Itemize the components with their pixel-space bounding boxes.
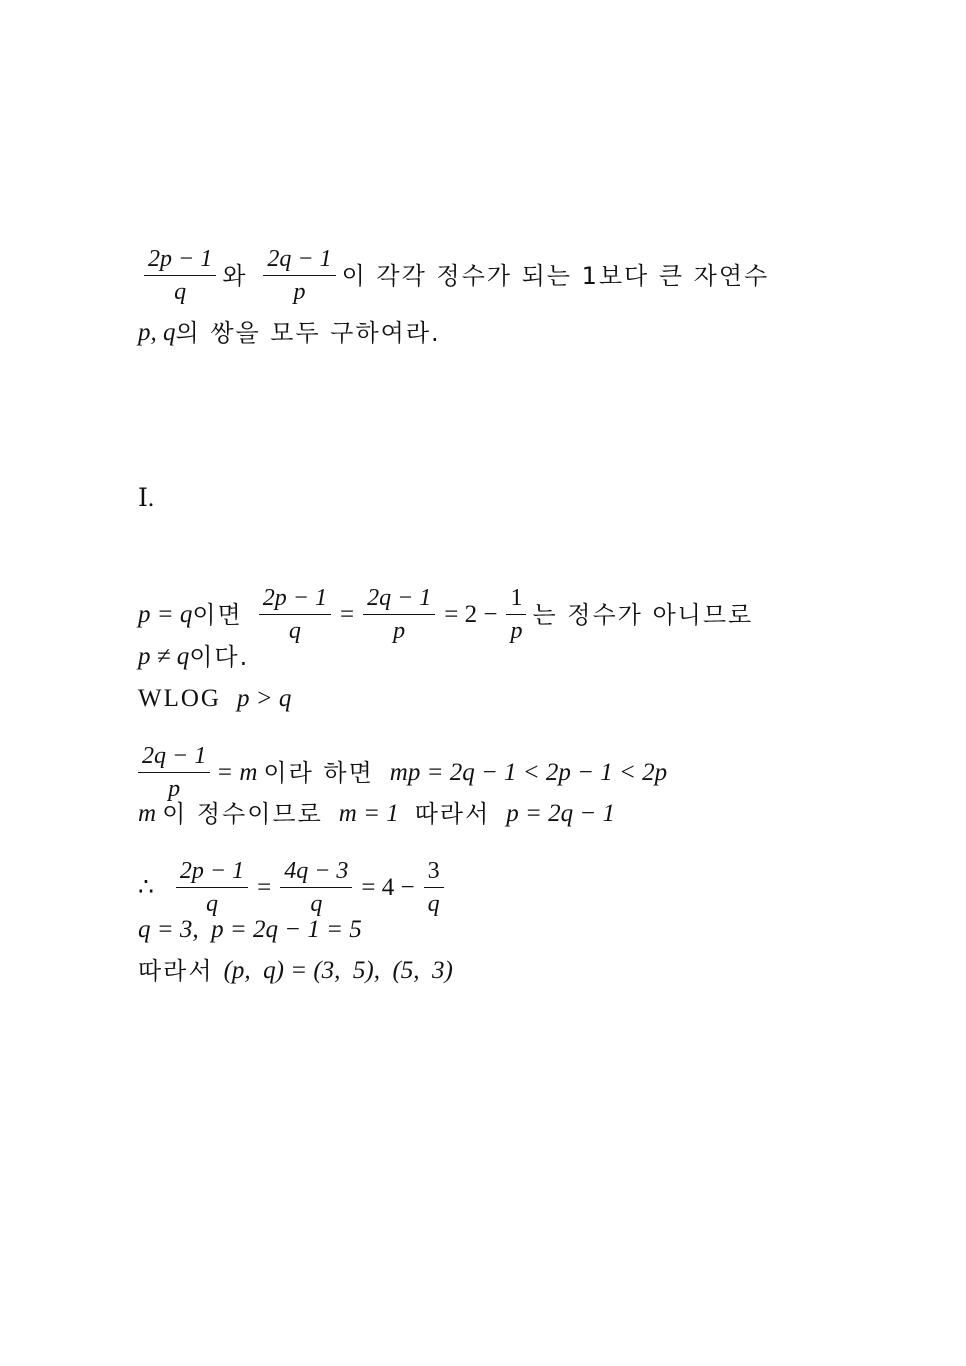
problem-line-1: [138, 245, 769, 306]
fraction-denominator: q: [206, 891, 218, 917]
fraction-denominator: p: [510, 618, 523, 644]
fraction-denominator: q: [310, 891, 323, 917]
text-if: 이면: [192, 600, 243, 629]
solution-line-3: [138, 684, 291, 714]
fraction-numerator: 2q − 1: [138, 742, 210, 773]
math-inequality: mp = 2q − 1 < 2p − 1 < 2p: [389, 758, 668, 786]
math-expression: q = 3, p = 2q − 1 = 5: [138, 916, 362, 943]
section-label: [138, 484, 154, 514]
fraction-denominator: p: [293, 279, 306, 305]
fraction-b: [363, 584, 435, 645]
text-let: 이라 하면: [263, 758, 374, 787]
math-expression: p ≠ q: [138, 643, 190, 670]
problem-text-2: 의 쌍을 모두 구하여라.: [175, 319, 441, 347]
fraction-denominator: q: [288, 618, 301, 644]
fraction-c: [424, 857, 444, 918]
fraction-denominator: q: [174, 279, 187, 305]
section-label-text: Ⅰ.: [138, 485, 155, 512]
fraction-a: [259, 584, 331, 645]
fraction-numerator: 3: [424, 857, 444, 888]
solution-line-2: [138, 642, 249, 672]
math-expression: p = 2q − 1: [506, 800, 616, 827]
fraction-denominator: q: [427, 891, 440, 917]
math-answer: (p, q) = (3, 5), (5, 3): [223, 957, 453, 984]
math-condition: p = q: [138, 600, 193, 628]
math-expression: p > q: [236, 685, 292, 712]
fraction-numerator: 2p − 1: [176, 857, 248, 888]
solution-line-5: [138, 799, 615, 829]
equals-sign: =: [339, 600, 355, 628]
fraction-2q-1-over-p: [263, 245, 335, 306]
fraction-denominator: p: [393, 618, 406, 644]
text-wlog: WLOG: [138, 685, 221, 712]
fraction-numerator: 1: [506, 584, 526, 615]
text-since-integer: 이 정수이므로: [162, 800, 323, 828]
fraction-denominator: p: [168, 776, 181, 802]
fraction-c: [506, 584, 526, 645]
fraction-b: [280, 857, 352, 918]
solution-line-8: [138, 956, 453, 986]
fraction-2q-1-over-p: [138, 742, 210, 803]
problem-text: 이 각각 정수가 되는 1보다 큰 자연수: [341, 261, 770, 290]
therefore-symbol: ∴: [138, 873, 154, 901]
fraction-a: [176, 857, 248, 918]
fraction-numerator: 2p − 1: [144, 245, 216, 276]
math-variable: m: [138, 800, 157, 827]
math-expression: = m: [216, 758, 258, 786]
math-expression: = 4 −: [361, 873, 415, 901]
fraction-numerator: 2q − 1: [263, 245, 335, 276]
math-expression: m = 1: [338, 800, 399, 827]
problem-line-2: [138, 318, 441, 348]
equals-sign: =: [257, 873, 272, 901]
math-expression: = 2 −: [444, 600, 498, 628]
solution-line-7: [138, 915, 362, 945]
solution-line-4: [138, 742, 667, 803]
text-and: 와: [222, 261, 248, 290]
fraction-numerator: 4q − 3: [280, 857, 352, 888]
text-is: 이다.: [189, 643, 250, 671]
fraction-numerator: 2q − 1: [363, 584, 435, 615]
text-therefore: 따라서: [138, 957, 214, 985]
text-not-integer: 는 정수가 아니므로: [532, 600, 754, 629]
solution-line-6: [138, 857, 450, 918]
solution-line-1: [138, 584, 753, 645]
problem-variables: p, q: [138, 319, 176, 346]
text-therefore: 따라서: [414, 800, 491, 828]
fraction-numerator: 2p − 1: [259, 584, 331, 615]
fraction-2p-1-over-q: [144, 245, 216, 306]
